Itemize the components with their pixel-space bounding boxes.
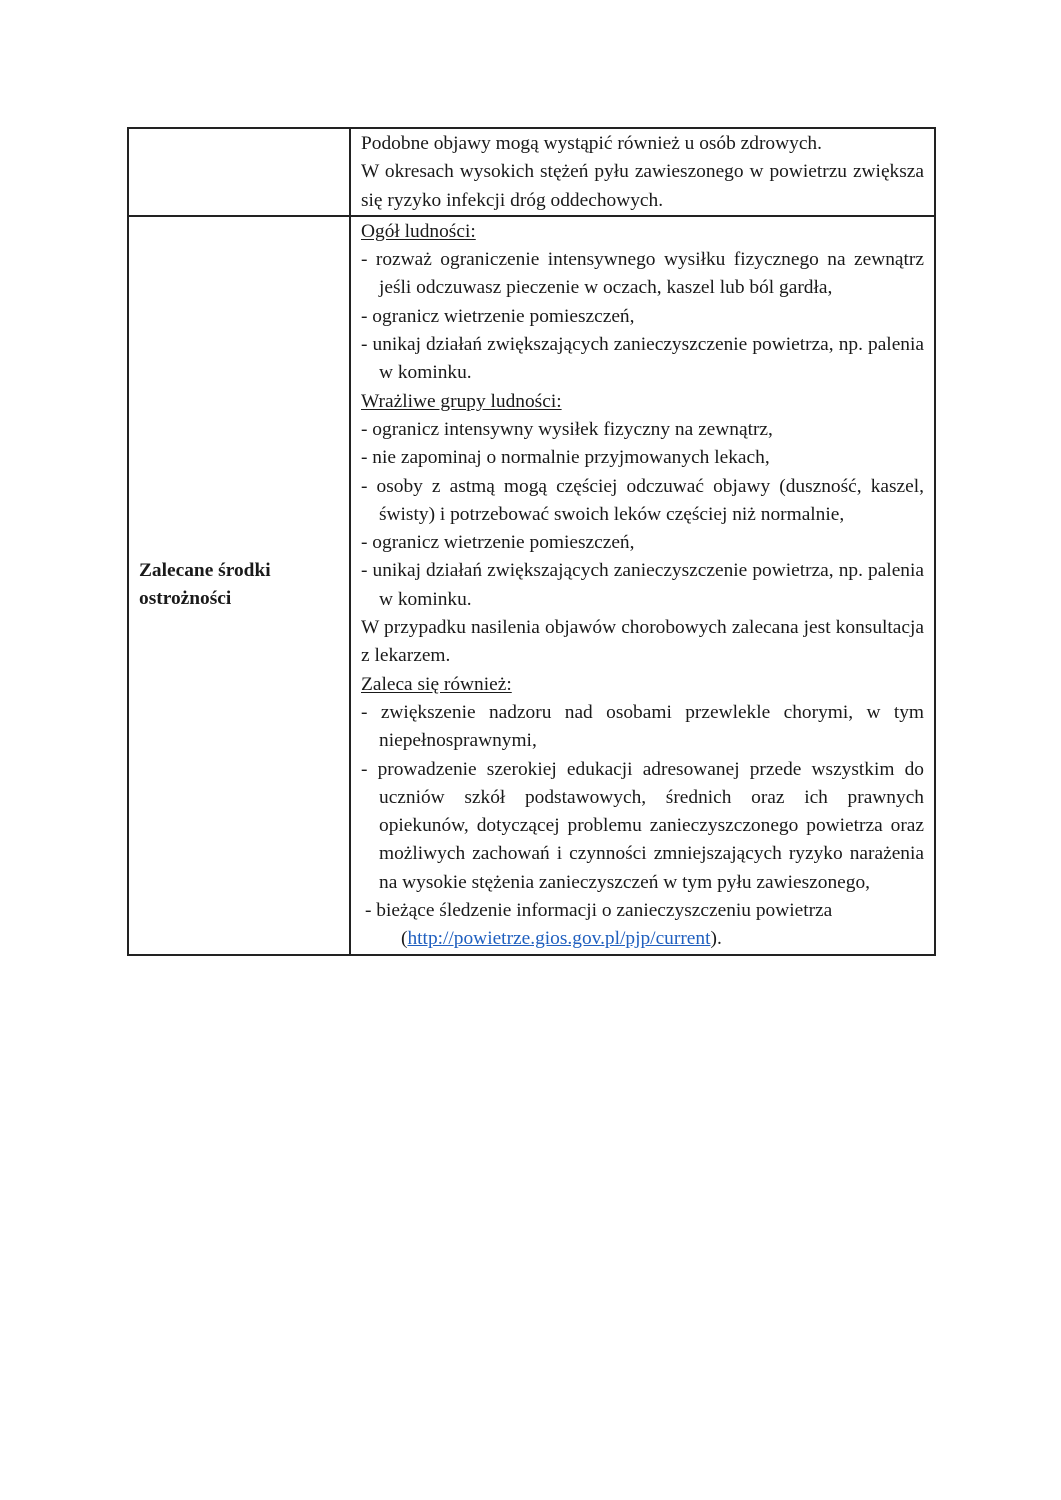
list-item: - unikaj działań zwiększających zanieczyszczenie powietrza, np. palenia w kominku. [361,560,924,610]
row-content-cell [350,216,935,955]
list-item: - ogranicz wietrzenie pomieszczeń, [361,532,635,554]
table-row [128,128,935,216]
list-item: - nie zapominaj o normalnie przyjmowanych lekach, [361,447,770,469]
link-suffix: ). [710,928,722,950]
row-label-cell [128,128,350,216]
row-label-cell [128,216,350,955]
recommendations-table [127,127,936,956]
list-item: - ogranicz wietrzenie pomieszczeń, [361,305,635,327]
list-item: - rozważ ograniczenie intensywnego wysiłku fizycznego na zewnątrz jeśli odczuwasz pieczenie w oczach, kaszel lub ból gardła, [361,249,924,299]
table-row [128,216,935,955]
list-item: - zwiększenie nadzoru nad osobami przewlekle chorymi, w tym niepełnosprawnymi, [361,701,924,752]
section-heading-sensitive-groups: Wrażliwe grupy ludności: [361,390,562,412]
list-item: - unikaj działań zwiększających zanieczyszczenie powietrza, np. palenia w kominku. [361,334,924,384]
link-prefix: ( [401,928,408,950]
list-item: - prowadzenie szerokiej edukacji adresowanej przede wszystkim do uczniów szkół podstawowych, średnich oraz ich prawnych opiekunów, dotyczącej problemu zanieczyszczonego powietrza oraz możliwych zachowań i czynności zmniejszających ryzyko narażenia na wysokie stężenia zanieczyszczeń w tym pyłu zawieszonego, [361,758,924,893]
list-item-text: - bieżące śledzenie informacji o zanieczyszczeniu powietrza [365,900,833,922]
paragraph: W okresach wysokich stężeń pyłu zawieszonego w powietrzu zwiększa się ryzyko infekcji dróg oddechowych. [361,161,924,211]
row-label [129,557,349,614]
consultation-paragraph: W przypadku nasilenia objawów chorobowych zalecana jest konsultacja z lekarzem. [361,617,924,667]
section-heading-also-recommended: Zaleca się również: [361,673,512,695]
row-content-cell [350,128,935,216]
section-heading-general-population: Ogół ludności: [361,220,476,242]
paragraph: Podobne objawy mogą wystąpić również u osób zdrowych. [361,133,822,154]
list-item: - ogranicz intensywny wysiłek fizyczny na zewnątrz, [361,418,773,440]
list-item: - osoby z astmą mogą częściej odczuwać objawy (duszność, kaszel, świsty) i potrzebować swoich leków częściej niż normalnie, [361,475,924,525]
list-item [361,897,924,954]
label-line: Zalecane środki [139,559,271,581]
gios-air-quality-link[interactable]: http://powietrze.gios.gov.pl/pjp/current [407,928,711,950]
label-line: ostrożności [139,588,232,610]
